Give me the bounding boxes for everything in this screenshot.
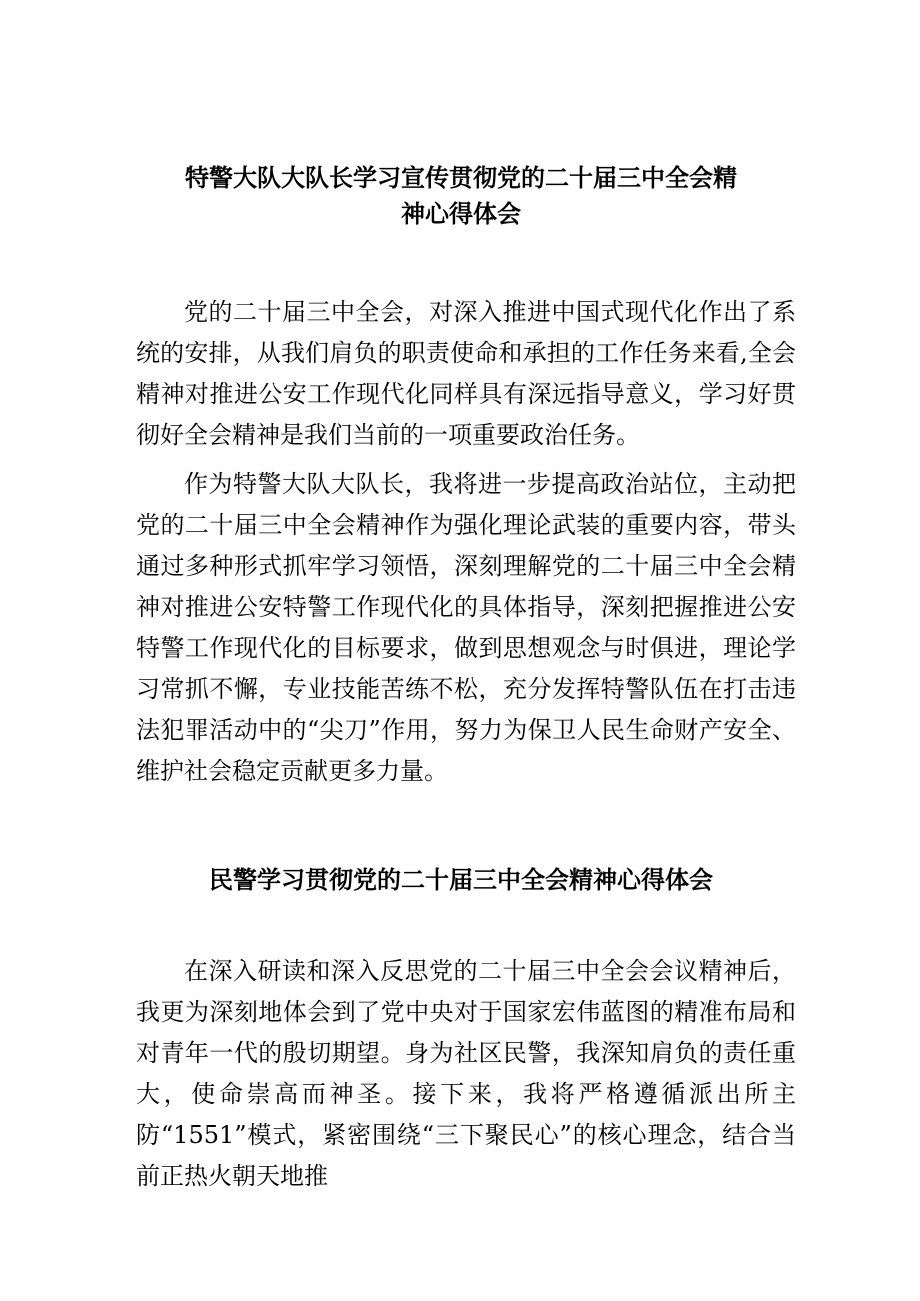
- section1-paragraph-1: 党的二十届三中全会，对深入推进中国式现代化作出了系统的安排，从我们肩负的职责使命和承担的工作任务来看,全会精神对推进公安工作现代化同样具有深远指导意义，学习好贯彻好全会精神是我们当前的一项重要政治任务。: [136, 298, 796, 449]
- section1-title: [136, 160, 786, 232]
- section2-title: 民警学习贯彻党的二十届三中全会精神心得体会: [209, 866, 713, 894]
- section2-paragraph-1: 在深入研读和深入反思党的二十届三中全会会议精神后，我更为深刻地体会到了党中央对于国家宏伟蓝图的精准布局和对青年一代的殷切期望。身为社区民警，我深知肩负的责任重大，使命崇高而神圣。接下来，我将严格遵循派出所主防“1551”模式，紧密围绕“三下聚民心”的核心理念，结合当前正热火朝天地推: [136, 957, 796, 1190]
- section1-title-line2: 神心得体会: [401, 200, 521, 228]
- section1-title-line1: 特警大队大队长学习宣传贯彻党的二十届三中全会精: [185, 164, 737, 192]
- section1-paragraph-2: 作为特警大队大队长，我将进一步提高政治站位，主动把党的二十届三中全会精神作为强化理论武装的重要内容，带头通过多种形式抓牢学习领悟，深刻理解党的二十届三中全会精神对推进公安特警工作现代化的具体指导，深刻把握推进公安特警工作现代化的目标要求，做到思想观念与时俱进，理论学习常抓不懈，专业技能苦练不松，充分发挥特警队伍在打击违法犯罪活动中的“尖刀”作用，努力为保卫人民生命财产安全、维护社会稳定贡献更多力量。: [136, 470, 796, 785]
